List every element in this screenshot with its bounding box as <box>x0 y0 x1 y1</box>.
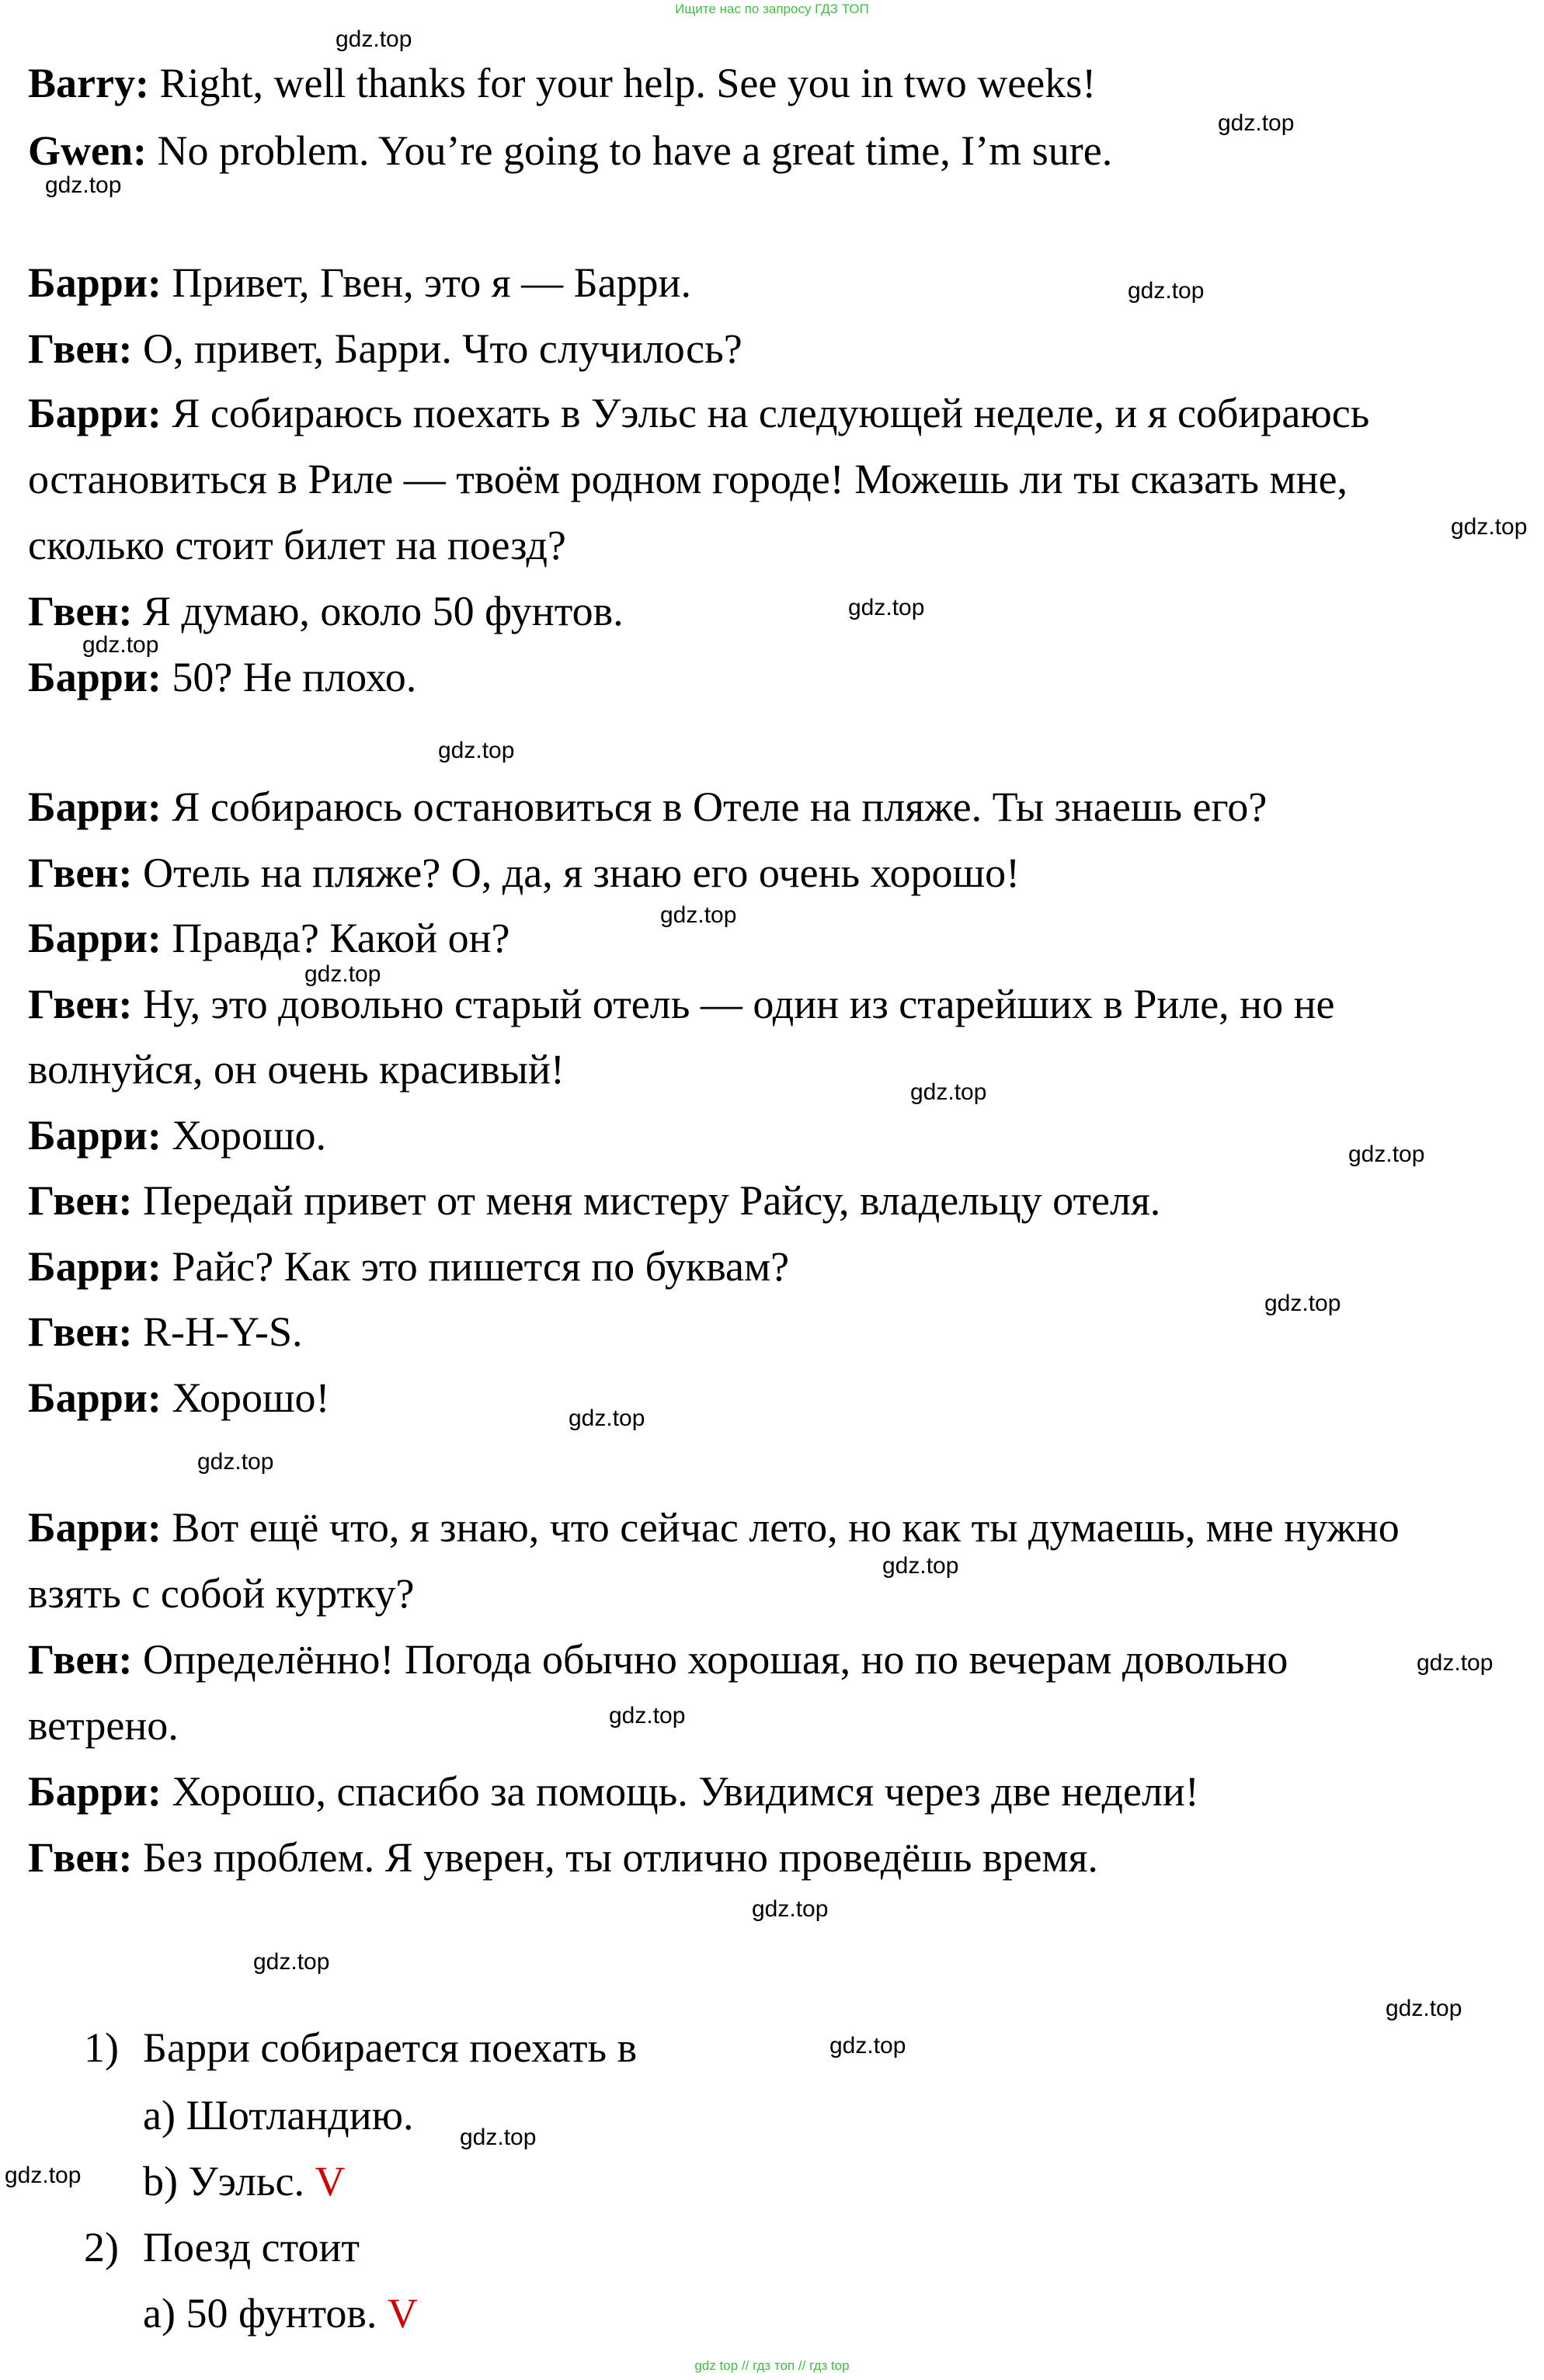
dialogue-line <box>28 1505 1400 1551</box>
watermark: gdz.top <box>1417 1650 1494 1676</box>
dialogue-line <box>28 391 1369 436</box>
line-text: Определённо! Погода обычно хорошая, но по вечерам довольно <box>132 1636 1288 1683</box>
speaker-label: Барри: <box>28 915 162 961</box>
dialogue-line <box>28 523 566 568</box>
line-text: Передай привет от меня мистеру Райсу, владельцу отеля. <box>132 1177 1161 1224</box>
watermark: gdz.top <box>1386 1996 1462 2021</box>
line-text: R-H-Y-S. <box>132 1308 303 1355</box>
question-number: 1) <box>84 2024 119 2071</box>
watermark: gdz.top <box>438 738 515 763</box>
dialogue-line <box>28 61 1096 106</box>
speaker-label: Гвен: <box>28 1308 133 1355</box>
watermark: gdz.top <box>609 1703 686 1729</box>
speaker-label: Гвен: <box>28 1177 133 1224</box>
line-text: No problem. You’re going to have a great time, I’m sure. <box>146 127 1113 174</box>
watermark: gdz.top <box>910 1079 987 1105</box>
option-text: Шотландию. <box>186 2092 414 2139</box>
watermark: gdz.top <box>882 1553 959 1579</box>
watermark: gdz.top <box>1451 514 1528 540</box>
line-text: Хорошо! <box>161 1374 330 1421</box>
check-mark: V <box>315 2158 346 2205</box>
watermark: gdz.top <box>1128 278 1205 304</box>
watermark: gdz.top <box>848 595 925 620</box>
line-text: волнуйся, он очень красивый! <box>28 1046 565 1093</box>
question-number: 2) <box>84 2224 119 2271</box>
dialogue-line <box>28 982 1334 1027</box>
bottom-banner: gdz top // гдз топ // гдз top <box>694 2358 850 2373</box>
dialogue-line <box>28 1703 179 1749</box>
watermark: gdz.top <box>45 172 122 198</box>
line-text: сколько стоит билет на поезд? <box>28 522 566 568</box>
speaker-label: Гвен: <box>28 1636 133 1683</box>
line-text: Я собираюсь поехать в Уэльс на следующей неделе, и я собираюсь <box>161 390 1370 436</box>
watermark: gdz.top <box>460 2125 537 2150</box>
dialogue-line <box>28 1309 303 1355</box>
speaker-label: Гвен: <box>28 850 133 896</box>
option-letter: a) <box>143 2290 176 2337</box>
watermark: gdz.top <box>5 2163 82 2188</box>
option-text: 50 фунтов. <box>186 2290 377 2337</box>
watermark: gdz.top <box>1348 1141 1425 1167</box>
question-text: Поезд стоит <box>143 2224 360 2271</box>
speaker-label: Барри: <box>28 1112 162 1159</box>
watermark: gdz.top <box>197 1449 274 1475</box>
speaker-label: Барри: <box>28 1374 162 1421</box>
speaker-label: Барри: <box>28 654 162 700</box>
line-text: Я собираюсь остановиться в Отеле на пляже. Ты знаешь его? <box>161 783 1268 830</box>
dialogue-line <box>28 589 624 634</box>
line-text: остановиться в Риле — твоём родном городе! Можешь ли ты сказать мне, <box>28 456 1348 502</box>
watermark: gdz.top <box>829 2033 906 2059</box>
speaker-label: Барри: <box>28 390 162 436</box>
answer-option <box>143 2159 345 2205</box>
dialogue-line <box>28 128 1112 174</box>
line-text: Я думаю, около 50 фунтов. <box>132 588 624 634</box>
speaker-label: Барри: <box>28 783 162 830</box>
dialogue-line <box>28 1375 330 1421</box>
dialogue-line <box>28 1047 565 1093</box>
dialogue-line <box>28 1835 1098 1881</box>
dialogue-line <box>28 1178 1160 1224</box>
line-text: Привет, Гвен, это я — Барри. <box>161 259 691 306</box>
speaker-label: Барри: <box>28 1504 162 1551</box>
line-text: ветрено. <box>28 1702 179 1749</box>
line-text: Райс? Как это пишется по буквам? <box>161 1243 790 1290</box>
speaker-label: Барри: <box>28 259 162 306</box>
speaker-label: Гвен: <box>28 325 133 372</box>
watermark: gdz.top <box>336 26 412 52</box>
dialogue-line <box>28 1113 326 1159</box>
speaker-label: Барри: <box>28 1768 162 1815</box>
watermark: gdz.top <box>1218 110 1295 136</box>
watermark: gdz.top <box>660 902 737 928</box>
watermark: gdz.top <box>304 961 381 987</box>
answer-option <box>143 2093 414 2139</box>
watermark: gdz.top <box>1264 1291 1341 1316</box>
line-text: Ну, это довольно старый отель — один из старейших в Риле, но не <box>132 981 1335 1027</box>
answer-option <box>143 2291 418 2337</box>
speaker-label: Барри: <box>28 1243 162 1290</box>
speaker-label: Gwen: <box>28 127 147 174</box>
dialogue-line <box>28 1637 1288 1683</box>
option-letter: b) <box>143 2158 178 2205</box>
dialogue-line <box>28 784 1267 830</box>
speaker-label: Barry: <box>28 60 149 106</box>
dialogue-line <box>28 260 691 306</box>
option-letter: a) <box>143 2092 176 2139</box>
line-text: 50? Не плохо. <box>161 654 417 700</box>
check-mark: V <box>387 2290 418 2337</box>
speaker-label: Гвен: <box>28 1834 133 1881</box>
dialogue-line <box>28 1571 415 1617</box>
dialogue-line <box>28 850 1020 896</box>
question-text: Барри собирается поехать в <box>143 2024 638 2071</box>
dialogue-line <box>28 457 1348 502</box>
line-text: Правда? Какой он? <box>161 915 510 961</box>
line-text: взять с собой куртку? <box>28 1570 415 1617</box>
line-text: Вот ещё что, я знаю, что сейчас лето, но как ты думаешь, мне нужно <box>161 1504 1400 1551</box>
line-text: Без проблем. Я уверен, ты отлично проведёшь время. <box>132 1834 1098 1881</box>
speaker-label: Гвен: <box>28 981 133 1027</box>
watermark: gdz.top <box>569 1405 645 1431</box>
watermark: gdz.top <box>752 1896 829 1922</box>
top-banner: Ищите нас по запросу ГДЗ ТОП <box>675 2 869 16</box>
speaker-label: Гвен: <box>28 588 133 634</box>
watermark: gdz.top <box>82 632 159 658</box>
line-text: Отель на пляже? О, да, я знаю его очень хорошо! <box>132 850 1021 896</box>
dialogue-line <box>28 916 509 961</box>
dialogue-line <box>28 1244 789 1290</box>
dialogue-line <box>28 655 416 700</box>
line-text: Хорошо, спасибо за помощь. Увидимся через две недели! <box>161 1768 1199 1815</box>
line-text: Right, well thanks for your help. See you in two weeks! <box>148 60 1097 106</box>
dialogue-line <box>28 1769 1199 1815</box>
option-text: Уэльс. <box>188 2158 304 2205</box>
line-text: О, привет, Барри. Что случилось? <box>132 325 742 372</box>
watermark: gdz.top <box>253 1949 330 1975</box>
dialogue-line <box>28 326 742 372</box>
line-text: Хорошо. <box>161 1112 327 1159</box>
